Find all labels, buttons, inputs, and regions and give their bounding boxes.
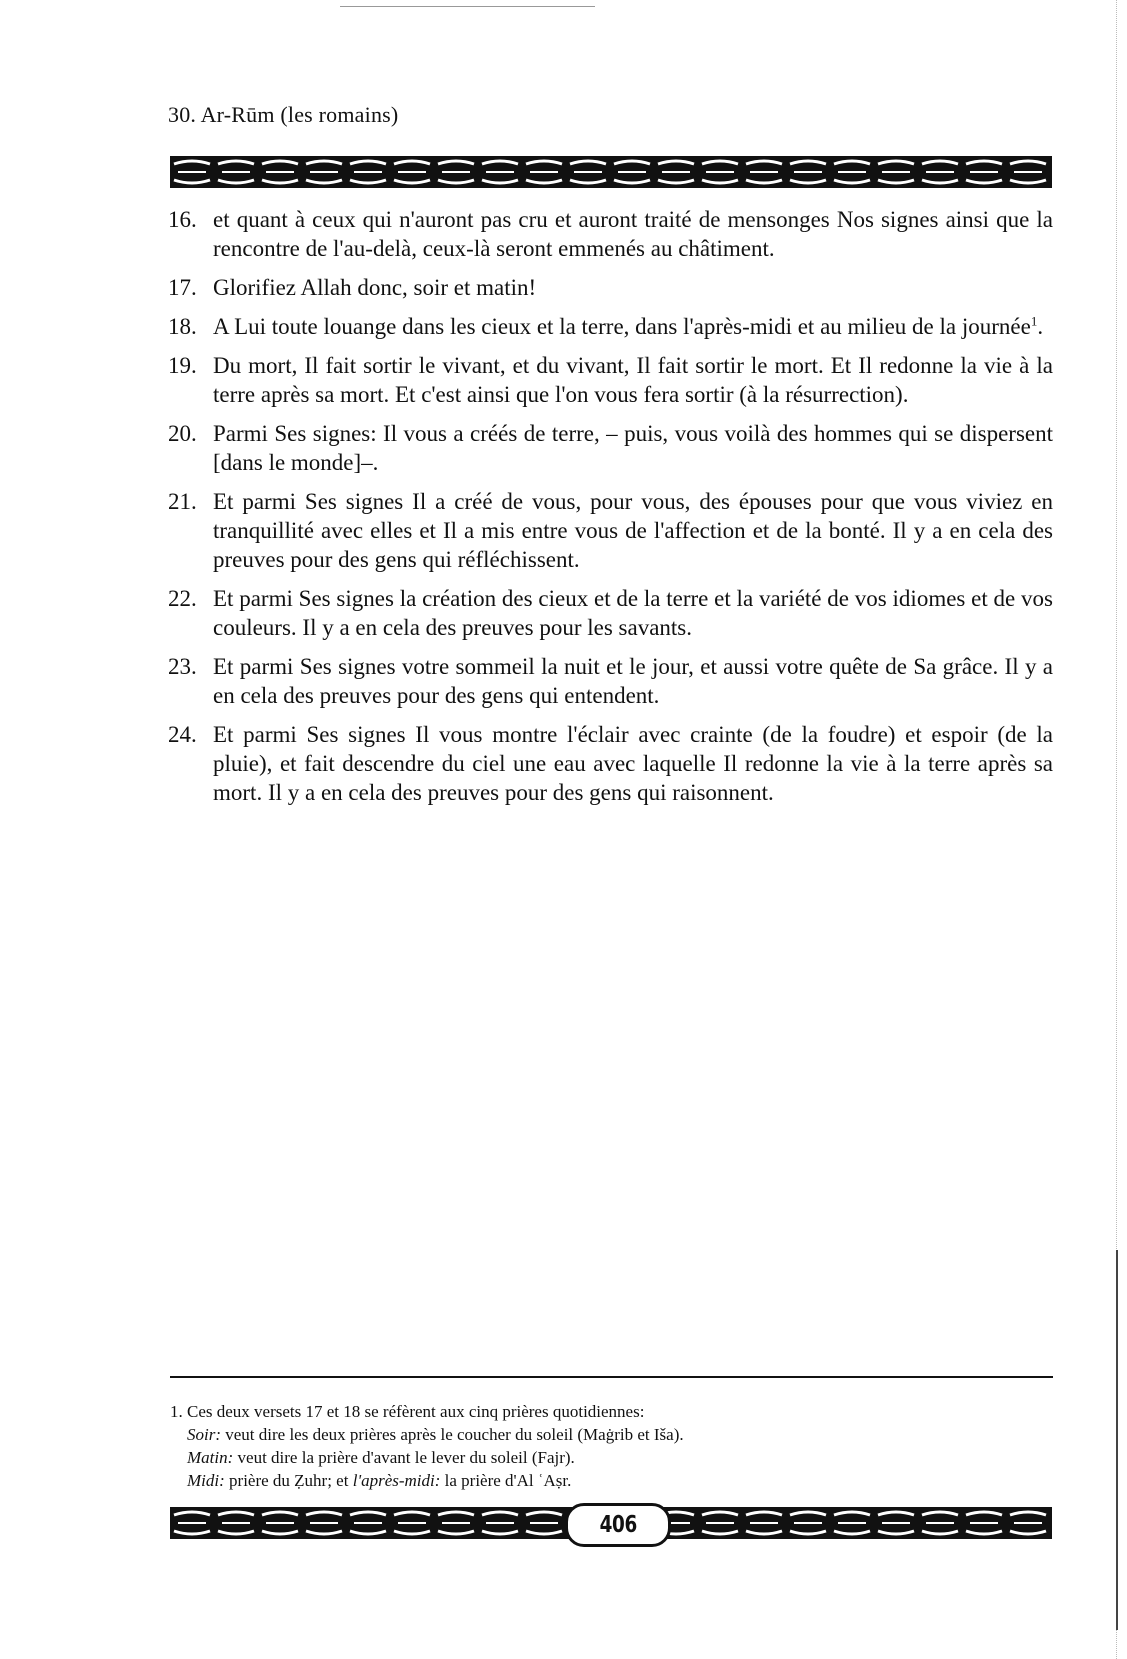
top-edge-line xyxy=(340,6,595,7)
footnote-term: l'après-midi: xyxy=(352,1471,441,1490)
page-number-badge xyxy=(565,1503,671,1547)
verse-text: Et parmi Ses signes Il a créé de vous, pour vous, des épouses pour que vous viviez en tranquillité avec elles et Il a mis entre vous de l'affection et de la bonté. Il y a en cela des preuves pour des gens qui réfléchissent. xyxy=(213,489,1053,572)
verse-text-end: . xyxy=(1037,314,1044,339)
verse-number: 18. xyxy=(168,314,197,339)
page-number: 406 xyxy=(599,1512,637,1538)
top-ornament-band xyxy=(170,156,1052,188)
verse-list xyxy=(168,205,1053,817)
verse-22 xyxy=(168,584,1053,642)
footnote-soir xyxy=(170,1423,1030,1446)
footnote-definition: veut dire les deux prières après le coucher du soleil (Maġrib et Iša). xyxy=(221,1425,684,1444)
footnote-intro: 1. Ces deux versets 17 et 18 se réfèrent aux cinq prières quotidiennes: xyxy=(170,1402,645,1421)
footnote-definition: veut dire la prière d'avant le lever du soleil (Fajr). xyxy=(233,1448,575,1467)
verse-17 xyxy=(168,273,1053,302)
footnote-matin xyxy=(170,1446,1030,1469)
verse-24 xyxy=(168,720,1053,807)
right-edge-mark xyxy=(1116,1250,1118,1630)
verse-19 xyxy=(168,351,1053,409)
verse-text: A Lui toute louange dans les cieux et la terre, dans l'après-midi et au milieu de la journée xyxy=(213,314,1031,339)
footnote-term: Midi: xyxy=(187,1471,225,1490)
verse-21 xyxy=(168,487,1053,574)
verse-text: Et parmi Ses signes Il vous montre l'éclair avec crainte (de la foudre) et espoir (de la pluie), et fait descendre du ciel une eau avec laquelle Il redonne la vie à la terre après sa mort. Il y a en cela des preuves pour des gens qui raisonnent. xyxy=(213,722,1053,805)
verse-text: Parmi Ses signes: Il vous a créés de terre, – puis, vous voilà des hommes qui se dispersent [dans le monde]–. xyxy=(213,421,1053,475)
verse-number: 22. xyxy=(168,586,197,611)
verse-16 xyxy=(168,205,1053,263)
verse-number: 20. xyxy=(168,421,197,446)
verse-number: 19. xyxy=(168,353,197,378)
verse-text: Glorifiez Allah donc, soir et matin! xyxy=(213,275,537,300)
verse-number: 24. xyxy=(168,722,197,747)
footnote-term: Matin: xyxy=(187,1448,234,1467)
verse-text: et quant à ceux qui n'auront pas cru et auront traité de mensonges Nos signes ainsi que la rencontre de l'au-delà, ceux-là seront emmenés au châtiment. xyxy=(213,207,1053,261)
verse-number: 16. xyxy=(168,207,197,232)
verse-number: 21. xyxy=(168,489,197,514)
verse-text-wrap xyxy=(213,312,1053,341)
ornament-pattern xyxy=(170,156,1052,188)
footnote-divider xyxy=(170,1376,1053,1378)
footnote-midi xyxy=(170,1469,1030,1492)
verse-text: Et parmi Ses signes votre sommeil la nuit et le jour, et aussi votre quête de Sa grâce. Il y a en cela des preuves pour des gens qui entendent. xyxy=(213,654,1053,708)
footnote xyxy=(170,1400,1030,1492)
verse-number: 23. xyxy=(168,654,197,679)
verse-23 xyxy=(168,652,1053,710)
footnote-definition: la prière d'Al ʿAṣr. xyxy=(440,1471,572,1490)
footnote-definition: prière du Ẓuhr; et xyxy=(224,1471,353,1490)
footnote-term: Soir: xyxy=(187,1425,221,1444)
verse-number: 17. xyxy=(168,275,197,300)
verse-text: Du mort, Il fait sortir le vivant, et du vivant, Il fait sortir le mort. Et Il redonne la vie à la terre après sa mort. Et c'est ainsi que l'on vous fera sortir (à la résurrection). xyxy=(213,353,1053,407)
verse-18 xyxy=(168,312,1053,341)
verse-20 xyxy=(168,419,1053,477)
verse-text: Et parmi Ses signes la création des cieux et de la terre et la variété de vos idiomes et de vos couleurs. Il y a en cela des preuves pour les savants. xyxy=(213,586,1053,640)
footnote-reference[interactable]: 1 xyxy=(1030,313,1038,329)
chapter-heading: 30. Ar-Rūm (les romains) xyxy=(168,102,399,127)
